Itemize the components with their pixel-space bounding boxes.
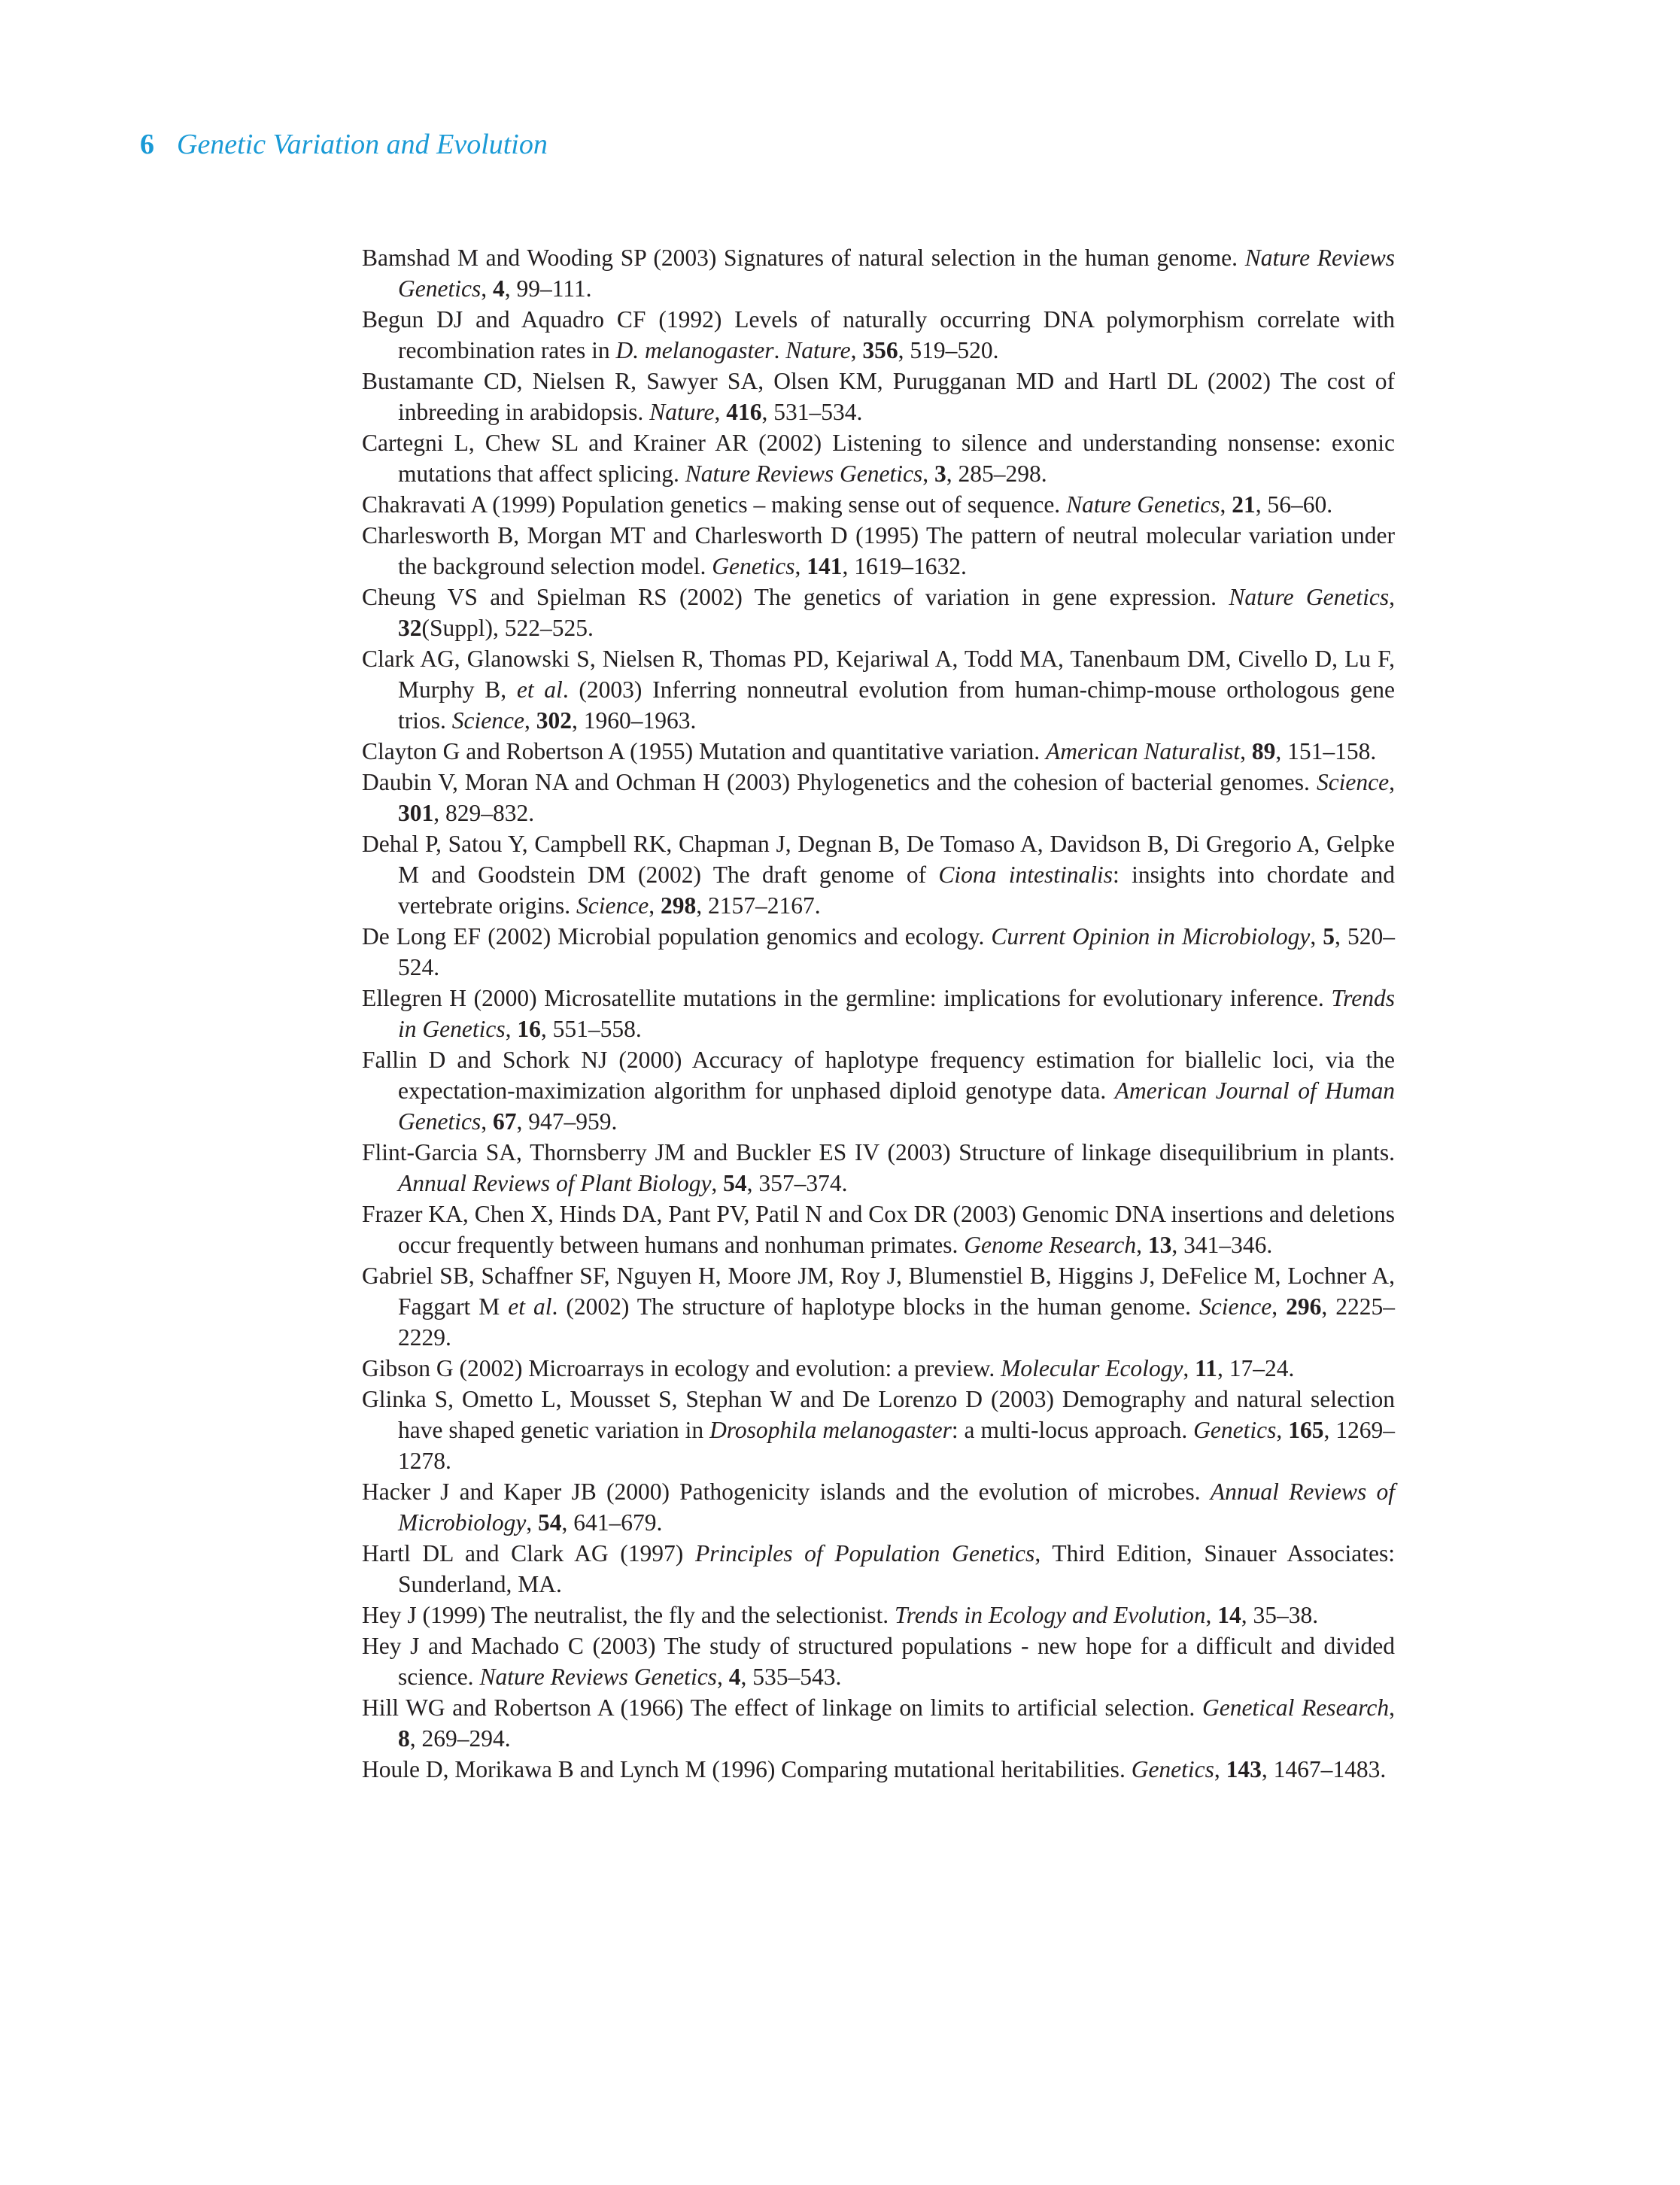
reference-text: Glinka S, Ometto L, Mousset S, Stephan W and De Lorenzo D (2003) Demography and natural selection have shaped genetic variation in [362, 1386, 1395, 1443]
reference-entry [362, 828, 1395, 921]
reference-text: . (2003) Inferring nonneutral evolution from human-chimp-mouse orthologous gene trios. [398, 676, 1395, 734]
reference-entry [362, 427, 1395, 489]
reference-text: Hartl DL and Clark AG (1997) [362, 1540, 695, 1567]
reference-volume: 298 [660, 892, 697, 919]
reference-text: , 341–346. [1171, 1232, 1273, 1258]
reference-text: Clark AG, Glanowski S, Nielsen R, Thomas PD, Kejariwal A, Todd MA, Tanenbaum DM, Civello D, Lu F, Murphy B, [362, 646, 1395, 703]
reference-italic: Annual Reviews of Plant Biology [398, 1170, 712, 1196]
reference-entry [362, 1692, 1395, 1754]
reference-text: Frazer KA, Chen X, Hinds DA, Pant PV, Patil N and Cox DR (2003) Genomic DNA insertions and deletions occur frequently between humans and nonhuman primates. [362, 1201, 1395, 1258]
reference-text: , 519–520. [898, 337, 999, 363]
reference-text: , 1960–1963. [571, 707, 697, 734]
reference-text: Fallin D and Schork NJ (2000) Accuracy of haplotype frequency estimation for biallelic loci, via the expectation-maximization algorithm for unphased diploid genotype data. [362, 1047, 1395, 1104]
reference-italic: American Journal of Human Genetics [398, 1077, 1395, 1135]
reference-text: , [1276, 1417, 1289, 1443]
reference-volume: 416 [726, 399, 762, 425]
reference-text: Hey J and Machado C (2003) The study of structured populations - new hope for a difficult and divided science. [362, 1633, 1395, 1690]
reference-text: Clayton G and Robertson A (1955) Mutation and quantitative variation. [362, 738, 1046, 764]
reference-text: Charlesworth B, Morgan MT and Charlesworth D (1995) The pattern of neutral molecular variation under the background selection model. [362, 522, 1395, 579]
reference-text: , 551–558. [540, 1016, 642, 1042]
reference-volume: 4 [492, 275, 505, 302]
reference-text: , [1389, 769, 1395, 795]
reference-volume: 21 [1232, 491, 1256, 518]
reference-italic: Genetics [712, 553, 795, 579]
reference-italic: Genome Research [964, 1232, 1137, 1258]
reference-volume: 296 [1286, 1293, 1322, 1320]
reference-text: , 151–158. [1275, 738, 1377, 764]
reference-text: , 269–294. [409, 1725, 511, 1752]
reference-italic: Genetical Research [1202, 1694, 1390, 1721]
reference-entry [362, 1538, 1395, 1600]
reference-text: , [526, 1509, 539, 1536]
running-title: Genetic Variation and Evolution [177, 129, 548, 160]
reference-text: Gibson G (2002) Microarrays in ecology and evolution: a preview. [362, 1355, 1001, 1381]
reference-entry [362, 643, 1395, 736]
reference-italic: Genetics [1193, 1417, 1277, 1443]
reference-entry [362, 1260, 1395, 1353]
reference-text: , [1183, 1355, 1195, 1381]
reference-italic: Nature Genetics [1066, 491, 1220, 518]
reference-text: : a multi-locus approach. [951, 1417, 1194, 1443]
reference-italic: et al [508, 1293, 552, 1320]
reference-italic: et al [516, 676, 563, 703]
reference-volume: 3 [934, 460, 946, 487]
reference-text: Gabriel SB, Schaffner SF, Nguyen H, Moore JM, Roy J, Blumenstiel B, Higgins J, DeFelice M, Lochner A, Faggart M [362, 1263, 1395, 1320]
reference-italic: Trends in Genetics [398, 985, 1395, 1042]
reference-italic: Annual Reviews of Microbiology [398, 1478, 1395, 1536]
running-head [140, 128, 548, 166]
reference-text: , 357–374. [746, 1170, 848, 1196]
reference-text: , 829–832. [433, 800, 535, 826]
reference-text: Cartegni L, Chew SL and Krainer AR (2002) Listening to silence and understanding nonsense: exonic mutations that affect splicing. [362, 430, 1395, 487]
reference-volume: 5 [1323, 923, 1335, 950]
reference-text: , 56–60. [1255, 491, 1333, 518]
reference-text: Hacker J and Kaper JB (2000) Pathogenicity islands and the evolution of microbes. [362, 1478, 1211, 1505]
reference-entry [362, 1630, 1395, 1692]
reference-volume: 11 [1195, 1355, 1217, 1381]
reference-entry [362, 1476, 1395, 1538]
reference-text: (Suppl), 522–525. [421, 615, 594, 641]
reference-text: , [481, 275, 493, 302]
reference-text: , [1271, 1293, 1287, 1320]
reference-entry [362, 520, 1395, 582]
reference-volume: 301 [398, 800, 434, 826]
reference-italic: Science [576, 892, 649, 919]
reference-text: , 947–959. [516, 1108, 618, 1135]
reference-text: , [1240, 738, 1252, 764]
reference-list [362, 242, 1395, 1785]
reference-text: , 2225–2229. [398, 1293, 1396, 1351]
reference-text: , [716, 1664, 729, 1690]
reference-entry [362, 1600, 1395, 1630]
reference-volume: 4 [728, 1664, 741, 1690]
reference-volume: 32 [398, 615, 422, 641]
reference-volume: 302 [536, 707, 572, 734]
reference-volume: 143 [1226, 1756, 1262, 1782]
reference-text: Flint-Garcia SA, Thornsberry JM and Buckler ES IV (2003) Structure of linkage disequilibrium in plants. [362, 1139, 1395, 1165]
reference-text: , 531–534. [761, 399, 863, 425]
reference-volume: 67 [492, 1108, 517, 1135]
reference-volume: 16 [517, 1016, 541, 1042]
reference-italic: Nature Reviews Genetics [398, 245, 1395, 302]
reference-text: . [773, 337, 786, 363]
reference-text: , [1389, 584, 1395, 610]
reference-italic: Principles of Population Genetics [695, 1540, 1035, 1567]
reference-volume: 54 [723, 1170, 747, 1196]
reference-italic: Ciona intestinalis [938, 862, 1113, 888]
reference-entry [362, 489, 1395, 520]
reference-entry [362, 582, 1395, 643]
reference-text: , 641–679. [561, 1509, 663, 1536]
reference-entry [362, 1044, 1395, 1137]
reference-text: , [524, 707, 536, 734]
reference-text: Hey J (1999) The neutralist, the fly and the selectionist. [362, 1602, 895, 1628]
reference-text: , 535–543. [740, 1664, 842, 1690]
reference-text: , 1619–1632. [842, 553, 967, 579]
reference-text: , [1136, 1232, 1148, 1258]
reference-text: , [714, 399, 727, 425]
reference-entry [362, 1199, 1395, 1260]
reference-italic: Science [451, 707, 524, 734]
reference-entry [362, 767, 1395, 828]
reference-text: , 35–38. [1241, 1602, 1319, 1628]
reference-italic: Nature [649, 399, 715, 425]
page-number: 6 [140, 129, 154, 160]
reference-text: , [922, 460, 934, 487]
reference-text: , [481, 1108, 493, 1135]
reference-entry [362, 1353, 1395, 1384]
reference-text: Bustamante CD, Nielsen R, Sawyer SA, Olsen KM, Purugganan MD and Hartl DL (2002) The cost of inbreeding in arabidopsis. [362, 368, 1395, 425]
reference-italic: Current Opinion in Microbiology [991, 923, 1311, 950]
reference-italic: American Naturalist [1045, 738, 1241, 764]
reference-italic: Nature [785, 337, 851, 363]
reference-text: Daubin V, Moran NA and Ochman H (2003) Phylogenetics and the cohesion of bacterial genomes. [362, 769, 1317, 795]
reference-entry [362, 983, 1395, 1044]
reference-text: Chakravati A (1999) Population genetics – making sense out of sequence. [362, 491, 1067, 518]
reference-text: , Third Edition, Sinauer Associates: Sunderland, MA. [398, 1540, 1396, 1597]
reference-italic: Nature Reviews Genetics [685, 460, 923, 487]
reference-text: Cheung VS and Spielman RS (2002) The genetics of variation in gene expression. [362, 584, 1229, 610]
reference-entry [362, 304, 1395, 366]
reference-entry [362, 921, 1395, 983]
reference-text: Hill WG and Robertson A (1966) The effect of linkage on limits to artificial selection. [362, 1694, 1202, 1721]
reference-volume: 8 [398, 1725, 410, 1752]
reference-text: , 520–524. [398, 923, 1396, 980]
reference-volume: 14 [1217, 1602, 1241, 1628]
reference-entry [362, 1384, 1395, 1476]
reference-text: Bamshad M and Wooding SP (2003) Signatures of natural selection in the human genome. [362, 245, 1245, 271]
reference-text: , [1389, 1694, 1395, 1721]
reference-volume: 54 [538, 1509, 562, 1536]
reference-text: , 2157–2167. [696, 892, 821, 919]
reference-volume: 141 [807, 553, 843, 579]
reference-text: , [1220, 491, 1232, 518]
reference-text: , [649, 892, 661, 919]
reference-text: , [1310, 923, 1323, 950]
reference-italic: D. melanogaster [615, 337, 774, 363]
reference-text: , 1467–1483. [1261, 1756, 1387, 1782]
reference-text: Begun DJ and Aquadro CF (1992) Levels of naturally occurring DNA polymorphism correlate with recombination rates in [362, 306, 1395, 363]
reference-italic: Trends in Ecology and Evolution [895, 1602, 1206, 1628]
reference-volume: 13 [1147, 1232, 1172, 1258]
reference-entry [362, 1137, 1395, 1199]
reference-text: , [794, 553, 807, 579]
reference-entry [362, 736, 1395, 767]
reference-italic: Nature Genetics [1229, 584, 1390, 610]
reference-volume: 165 [1288, 1417, 1324, 1443]
reference-entry [362, 1754, 1395, 1785]
reference-text: , [1214, 1756, 1226, 1782]
reference-text: Ellegren H (2000) Microsatellite mutations in the germline: implications for evolutionary inference. [362, 985, 1332, 1011]
reference-entry [362, 242, 1395, 304]
reference-italic: Science [1316, 769, 1390, 795]
reference-text: , [711, 1170, 724, 1196]
reference-italic: Genetics [1131, 1756, 1214, 1782]
reference-text: Houle D, Morikawa B and Lynch M (1996) Comparing mutational heritabilities. [362, 1756, 1132, 1782]
reference-entry [362, 366, 1395, 427]
reference-text: , [505, 1016, 518, 1042]
reference-text: , 17–24. [1217, 1355, 1295, 1381]
reference-text: , [1205, 1602, 1218, 1628]
reference-italic: Science [1199, 1293, 1272, 1320]
reference-italic: Nature Reviews Genetics [479, 1664, 717, 1690]
reference-text: : insights into chordate and vertebrate origins. [398, 862, 1395, 919]
reference-volume: 356 [862, 337, 898, 363]
reference-text: , 285–298. [946, 460, 1047, 487]
reference-text: . (2002) The structure of haplotype blocks in the human genome. [551, 1293, 1200, 1320]
reference-text: , [850, 337, 863, 363]
reference-italic: Molecular Ecology [1001, 1355, 1183, 1381]
reference-text: De Long EF (2002) Microbial population genomics and ecology. [362, 923, 992, 950]
reference-volume: 89 [1251, 738, 1276, 764]
reference-italic: Drosophila melanogaster [709, 1417, 952, 1443]
reference-text: , 1269–1278. [398, 1417, 1396, 1474]
reference-text: Dehal P, Satou Y, Campbell RK, Chapman J, Degnan B, De Tomaso A, Davidson B, Di Gregorio A, Gelpke M and Goodstein DM (2002) The draft genome of [362, 831, 1395, 888]
reference-text: , 99–111. [504, 275, 592, 302]
